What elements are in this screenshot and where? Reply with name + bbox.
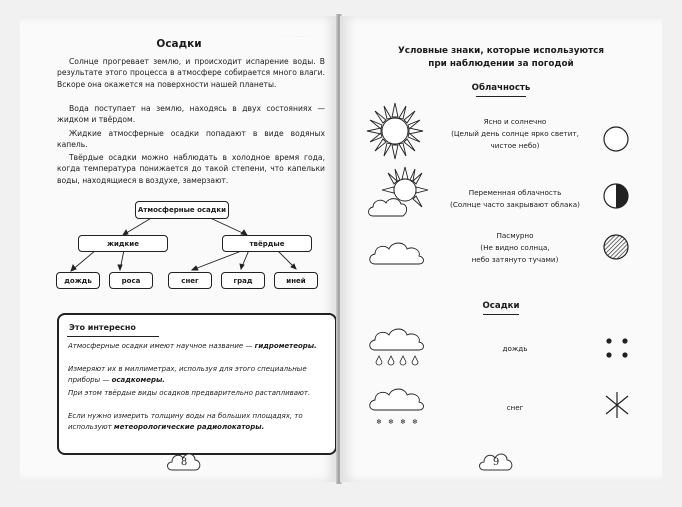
sunny-label: Ясно и солнечно (483, 117, 547, 126)
diagram-liquid-box: жидкие (78, 235, 168, 252)
sun-cloud-icon (365, 166, 435, 226)
clear-sky-symbol-icon (601, 124, 631, 154)
snow-symbol-icon (602, 390, 632, 420)
svg-text:❄: ❄ (388, 418, 394, 426)
snow-label: снег (506, 403, 524, 412)
diagram-leaf-hail: град (221, 272, 265, 289)
page-title: Осадки (156, 38, 202, 50)
right-page (340, 16, 662, 482)
section-heading-precipitation: Осадки (482, 301, 520, 311)
diagram-solid-box: твёрдые (222, 235, 312, 252)
paragraph-solid: Твёрдые осадки можно наблюдать в холодное время года, когда температура понижается до такой степени, что капельки воды, находящиеся в воздухе, замерзают. (57, 153, 325, 185)
overcast-label: Пасмурно (496, 231, 534, 240)
diagram-leaf-rain: дождь (56, 272, 100, 289)
diagram-connectors (20, 16, 338, 316)
paragraph-liquid: Жидкие атмосферные осадки попадают в виде водяных капель. (57, 129, 325, 150)
overcast-description-1: (Не видно солнца, (480, 243, 550, 252)
svg-text:❄: ❄ (400, 418, 406, 426)
fact-gauges: Измеряют их в миллиметрах, используя для этого специальные приборы — осадкомеры. (68, 365, 307, 384)
sun-icon (365, 101, 425, 161)
rain-cloud-icon (365, 324, 435, 370)
page-title-line2: при наблюдении за погодой (428, 59, 574, 69)
heading-underline (67, 336, 159, 337)
partly-cloudy-label: Переменная облачность (468, 188, 562, 197)
paragraph-evaporation: Солнце прогревает землю, и происходит испарение воды. В результате этого процесса в атмосфере собирается много влаги. Вскоре она окажется на поверхности нашей планеты. (57, 57, 325, 89)
page-number: 8 (180, 456, 188, 468)
interesting-fact-box (57, 313, 337, 455)
diagram-leaf-snow: снег (168, 272, 212, 289)
fact-melting: При этом твёрдые виды осадков предварительно растапливают. (68, 389, 311, 397)
interesting-heading: Это интересно (69, 323, 136, 332)
rain-symbol-icon (603, 334, 631, 362)
term-hydrometeors: гидрометеоры. (254, 342, 317, 350)
cloud-icon (365, 234, 435, 274)
fact-hydrometeors: Атмосферные осадки имеют научное название — гидрометеоры. (68, 342, 317, 350)
heading-underline (476, 96, 526, 97)
rain-label: дождь (502, 344, 528, 353)
heading-underline (483, 314, 519, 315)
partly-cloudy-symbol-icon (601, 181, 631, 211)
sunny-description-1: (Целый день солнце ярко светит, (451, 129, 579, 138)
page-number: 9 (492, 456, 500, 468)
snow-cloud-icon (365, 384, 435, 430)
sunny-description-2: чистое небо) (490, 141, 540, 150)
diagram-leaf-frost: иней (274, 272, 318, 289)
left-page (20, 16, 338, 482)
diagram-leaf-dew: роса (109, 272, 153, 289)
svg-text:❄: ❄ (412, 418, 418, 426)
svg-text:❄: ❄ (376, 418, 382, 426)
section-heading-cloudiness: Облачность (471, 83, 531, 93)
fact-radar: Если нужно измерить толщину воды на больших площадях, то используют метеорологические радиолокаторы. (68, 412, 303, 431)
term-radars: метеорологические радиолокаторы. (113, 422, 265, 431)
overcast-description-2: небо затянуто тучами) (471, 255, 559, 264)
paragraph-states: Вода поступает на землю, находясь в двух состояниях — жидком и твёрдом. (57, 104, 325, 125)
term-rain-gauges: осадкомеры. (111, 375, 165, 384)
page-title-line1: Условные знаки, которые используются (397, 46, 605, 56)
diagram-root-box: Атмосферные осадки (135, 201, 229, 219)
overcast-symbol-icon (601, 232, 631, 262)
partly-cloudy-description: (Солнце часто закрывают облака) (450, 200, 580, 209)
bleed-through-text: ............ (282, 31, 309, 39)
